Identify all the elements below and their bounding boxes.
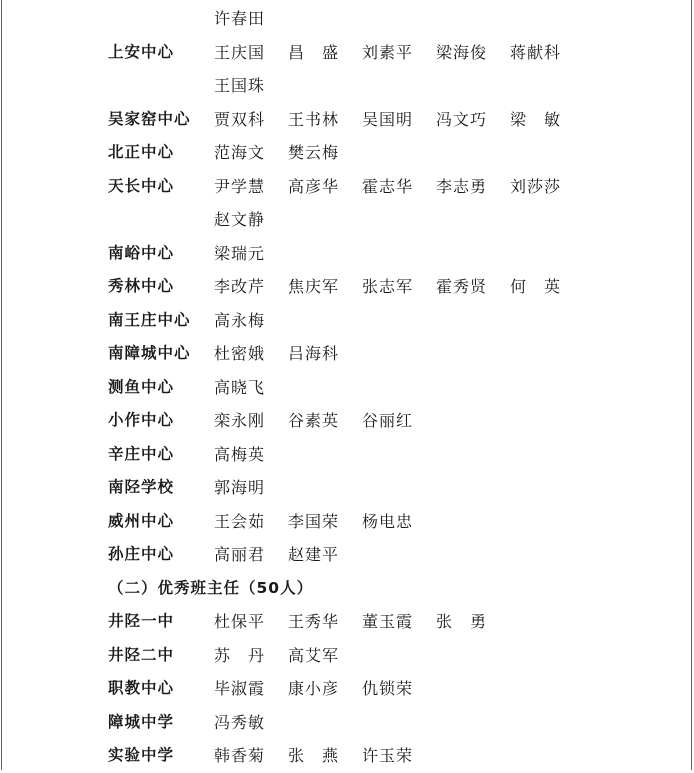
person-name: 霍志华	[362, 176, 414, 196]
page-border-left	[1, 0, 2, 770]
person-name: 吕海科	[288, 344, 340, 363]
person-name: 高艾军	[288, 645, 340, 665]
org-name: 井陉二中	[108, 645, 175, 664]
person-names	[214, 270, 584, 304]
list-row	[108, 371, 668, 405]
org-name: 南陉学校	[108, 478, 175, 496]
org-name: 南障城中心	[108, 344, 191, 362]
person-names	[214, 69, 288, 103]
person-name: 高永梅	[214, 310, 266, 330]
list-row	[108, 103, 668, 137]
person-name: 许春田	[214, 9, 266, 28]
person-name: 杜密娥	[214, 344, 266, 363]
person-name: 樊云梅	[288, 143, 340, 162]
list-row	[108, 203, 668, 237]
org-name: 井陉一中	[108, 612, 175, 630]
list-row	[108, 739, 668, 773]
person-names	[214, 203, 288, 237]
person-names	[214, 672, 436, 706]
person-name: 范海文	[214, 143, 266, 162]
person-name: 高彦华	[288, 176, 340, 196]
person-name: 蒋献科	[510, 42, 562, 62]
list-row	[108, 639, 668, 673]
person-name: 霍秀贤	[436, 277, 488, 296]
person-name: 韩香菊	[214, 746, 266, 765]
person-name: 王庆国	[214, 42, 266, 62]
person-name: 梁海俊	[436, 42, 488, 62]
list-row	[108, 438, 668, 472]
person-name: 苏 丹	[214, 645, 266, 665]
person-names	[214, 103, 584, 137]
list-row	[108, 2, 668, 36]
person-name: 昌 盛	[288, 42, 340, 62]
person-name: 高晓飞	[214, 377, 266, 397]
org-name: 障城中学	[108, 712, 175, 731]
list-row	[108, 706, 668, 740]
org-name: 实验中学	[108, 746, 175, 764]
person-name: 王会茹	[214, 511, 266, 531]
list-row	[108, 404, 668, 438]
org-name: 上安中心	[108, 42, 175, 61]
person-names	[214, 438, 288, 472]
person-names	[214, 605, 510, 639]
org-name: 南王庄中心	[108, 310, 191, 329]
person-name: 栾永刚	[214, 411, 266, 430]
person-name: 李改芹	[214, 277, 266, 296]
person-name: 王书林	[288, 109, 340, 129]
page-border-right	[691, 0, 692, 770]
person-name: 毕淑霞	[214, 679, 266, 698]
list-row	[108, 605, 668, 639]
person-name: 高丽君	[214, 545, 266, 564]
org-name: 北正中心	[108, 143, 175, 161]
person-name: 许玉荣	[362, 746, 414, 765]
person-name: 高梅英	[214, 444, 266, 464]
list-row	[108, 538, 668, 572]
list-row	[108, 337, 668, 371]
person-name: 刘素平	[362, 42, 414, 62]
list-row	[108, 237, 668, 271]
org-name: 威州中心	[108, 511, 175, 530]
person-name: 王秀华	[288, 612, 340, 631]
org-name: 孙庄中心	[108, 545, 175, 563]
person-names	[214, 706, 288, 740]
list-row	[108, 471, 668, 505]
org-name: 职教中心	[108, 679, 175, 697]
list-row	[108, 170, 668, 204]
person-names	[214, 538, 362, 572]
person-name: 刘莎莎	[510, 176, 562, 196]
person-name: 康小彦	[288, 679, 340, 698]
person-name: 王国珠	[214, 76, 266, 95]
person-name: 冯秀敏	[214, 712, 266, 732]
org-name: 秀林中心	[108, 277, 175, 295]
person-names	[214, 36, 584, 70]
person-names	[214, 170, 584, 204]
person-name: 谷丽红	[362, 411, 414, 430]
person-names	[214, 371, 288, 405]
person-name: 张志军	[362, 277, 414, 296]
person-names	[214, 304, 288, 338]
person-name: 贾双科	[214, 109, 266, 129]
list-row	[108, 505, 668, 539]
org-name: 测鱼中心	[108, 377, 175, 396]
person-name: 梁 敏	[510, 109, 562, 129]
person-name: 杜保平	[214, 612, 266, 631]
person-names	[214, 471, 288, 505]
person-names	[214, 639, 362, 673]
person-names	[214, 404, 436, 438]
person-name: 仇锁荣	[362, 679, 414, 698]
person-name: 尹学慧	[214, 176, 266, 196]
person-name: 张 燕	[288, 746, 340, 765]
list-row	[108, 136, 668, 170]
org-name: 辛庄中心	[108, 444, 175, 463]
person-name: 李志勇	[436, 176, 488, 196]
person-names	[214, 237, 288, 271]
org-name: 天长中心	[108, 176, 175, 195]
person-name: 吴国明	[362, 109, 414, 129]
person-name: 杨电忠	[362, 511, 414, 531]
person-name: 赵建平	[288, 545, 340, 564]
person-name: 焦庆军	[288, 277, 340, 296]
list-row	[108, 304, 668, 338]
org-name: 吴家窑中心	[108, 109, 191, 128]
person-name: 梁瑞元	[214, 243, 266, 263]
section-heading-row	[108, 572, 668, 606]
person-names	[214, 337, 362, 371]
class-teacher-list	[108, 605, 668, 773]
award-list	[108, 2, 668, 773]
person-name: 冯文巧	[436, 109, 488, 129]
list-row	[108, 270, 668, 304]
person-name: 赵文静	[214, 210, 266, 229]
person-name: 董玉霞	[362, 612, 414, 631]
person-names	[214, 136, 362, 170]
person-name: 张 勇	[436, 612, 488, 631]
person-names	[214, 739, 436, 773]
person-name: 谷素英	[288, 411, 340, 430]
person-name: 何 英	[510, 277, 562, 296]
person-names	[214, 2, 288, 36]
section-heading: （二）优秀班主任（50人）	[108, 578, 314, 597]
org-name: 南峪中心	[108, 243, 175, 262]
teacher-list	[108, 2, 668, 572]
person-name: 郭海明	[214, 478, 266, 497]
list-row	[108, 69, 668, 103]
list-row	[108, 672, 668, 706]
org-name: 小作中心	[108, 411, 175, 429]
person-names	[214, 505, 436, 539]
person-name: 李国荣	[288, 511, 340, 531]
list-row	[108, 36, 668, 70]
